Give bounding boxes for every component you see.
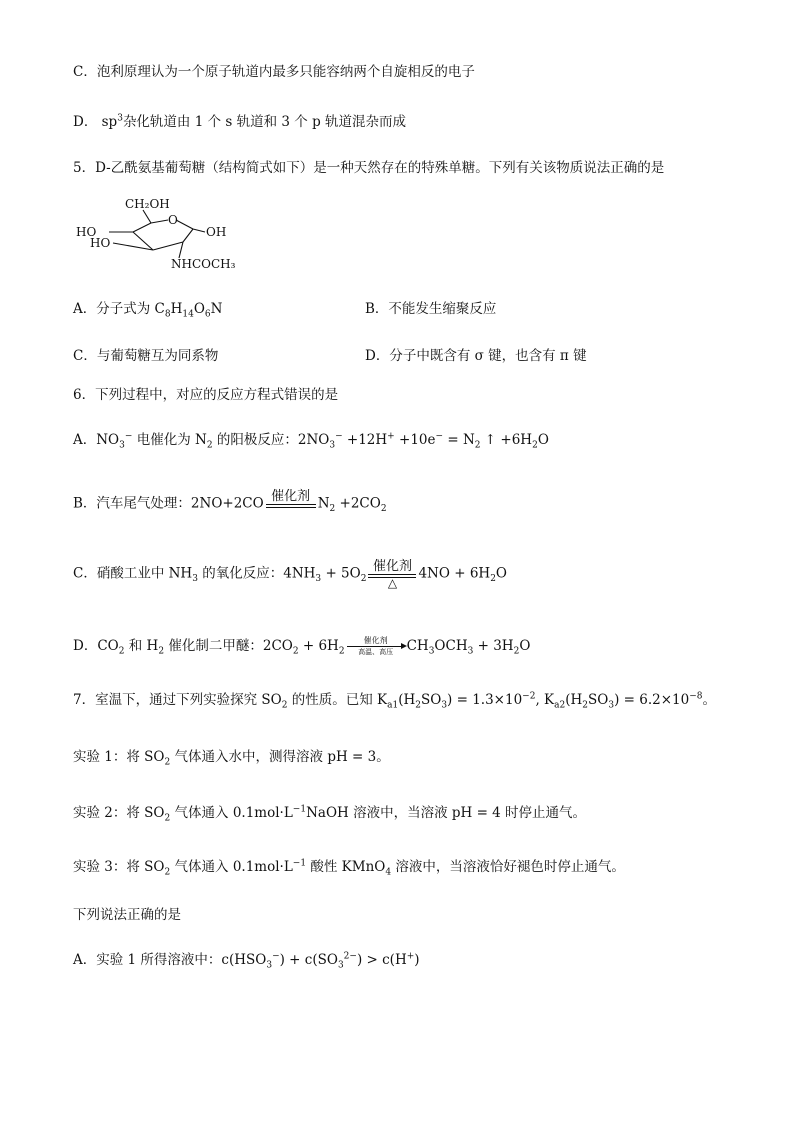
question-5-stem: 5．D-乙酰氨基葡萄糖（结构简式如下）是一种天然存在的特殊单糖。下列有关该物质说法正确的是 [73, 160, 665, 176]
glucosamine-structure [73, 196, 243, 276]
reaction-arrow-b: 催化剂 [266, 490, 316, 518]
oh-label: OH [206, 225, 227, 239]
experiment-1: 实验 1：将 $SO_2$ 气体通入水中，测得溶液 pH = 3。 [73, 749, 390, 768]
experiment-3: 实验 3：将 $SO_2$ 气体通入 $0.1mol\cdot L^{-1}$ 酸性 KMnO$_4$ 溶液中，当溶液恰好褪色时停止通气。 [73, 858, 625, 878]
bond [183, 229, 193, 242]
bond [133, 223, 151, 232]
q6-option-d: D．$CO_2$ 和 $H_2$ 催化制二甲醚：$2CO_2 + 6H_2$ 催化剂 高温、高压 $CH_3OCH_3 + 3H_2O$ [73, 636, 531, 657]
bond [179, 242, 183, 258]
nhcoch3-label: NHCOCH₃ [171, 257, 236, 271]
q6-option-b: B．汽车尾气处理：2NO+2CO 催化剂 $N_2 +2CO_2$ [73, 490, 387, 518]
ring-oxygen-label: O [168, 213, 178, 227]
ch2oh-label: CH₂OH [125, 197, 170, 211]
question-7-ask: 下列说法正确的是 [73, 907, 181, 923]
bond [176, 220, 193, 229]
bond [153, 242, 183, 250]
ho-label-1: HO [76, 225, 97, 239]
q7-option-a: A．实验 1 所得溶液中：$c(HSO_3^-) + c(SO_3^{2-}) > c(H^+)$ [73, 951, 420, 971]
option-c-q4: C．泡利原理认为一个原子轨道内最多只能容纳两个自旋相反的电子 [73, 64, 475, 80]
q5-option-d: D．分子中既含有 σ 键，也含有 π 键 [365, 348, 587, 364]
question-7-stem: 7．室温下，通过下列实验探究 $SO_2$ 的性质。已知 $K_{a1}(H_2SO_3) = 1.3\times 10^{-2}$, $K_{a2}(H_2SO_3) = 6.2\times 10^{-8}$。 [73, 691, 716, 711]
bond [143, 210, 151, 223]
q6-option-c: C．硝酸工业中 $NH_3$ 的氧化反应：$4NH_3 + 5O_2$ 催化剂 △ $4NO + 6H_2O$ [73, 559, 507, 590]
bond [193, 229, 205, 232]
q6-option-a: A．$NO_3^-$ 电催化为 $N_2$ 的阳极反应：$2NO_3^- +12H^+ +10e^- = N_2$ ↑ $+6H_2O$ [73, 431, 549, 451]
q5-option-b: B．不能发生缩聚反应 [365, 301, 497, 317]
option-d-q4: D． $sp^3$杂化轨道由 1 个 s 轨道和 3 个 p 轨道混杂而成 [73, 113, 407, 130]
ho-label-2: HO [90, 236, 111, 250]
question-6-stem: 6．下列过程中，对应的反应方程式错误的是 [73, 387, 339, 403]
q5-option-c: C．与葡萄糖互为同系物 [73, 348, 219, 364]
reaction-arrow-d: 催化剂 高温、高压 [347, 636, 405, 657]
q5-option-a: A．分子式为 $C_8H_{14}O_6N$ [73, 301, 223, 320]
experiment-2: 实验 2：将 $SO_2$ 气体通入 $0.1mol\cdot L^{-1}NaOH$ 溶液中，当溶液 pH = 4 时停止通气。 [73, 804, 587, 824]
bond [151, 220, 168, 223]
reaction-arrow-c: 催化剂 △ [368, 560, 416, 588]
